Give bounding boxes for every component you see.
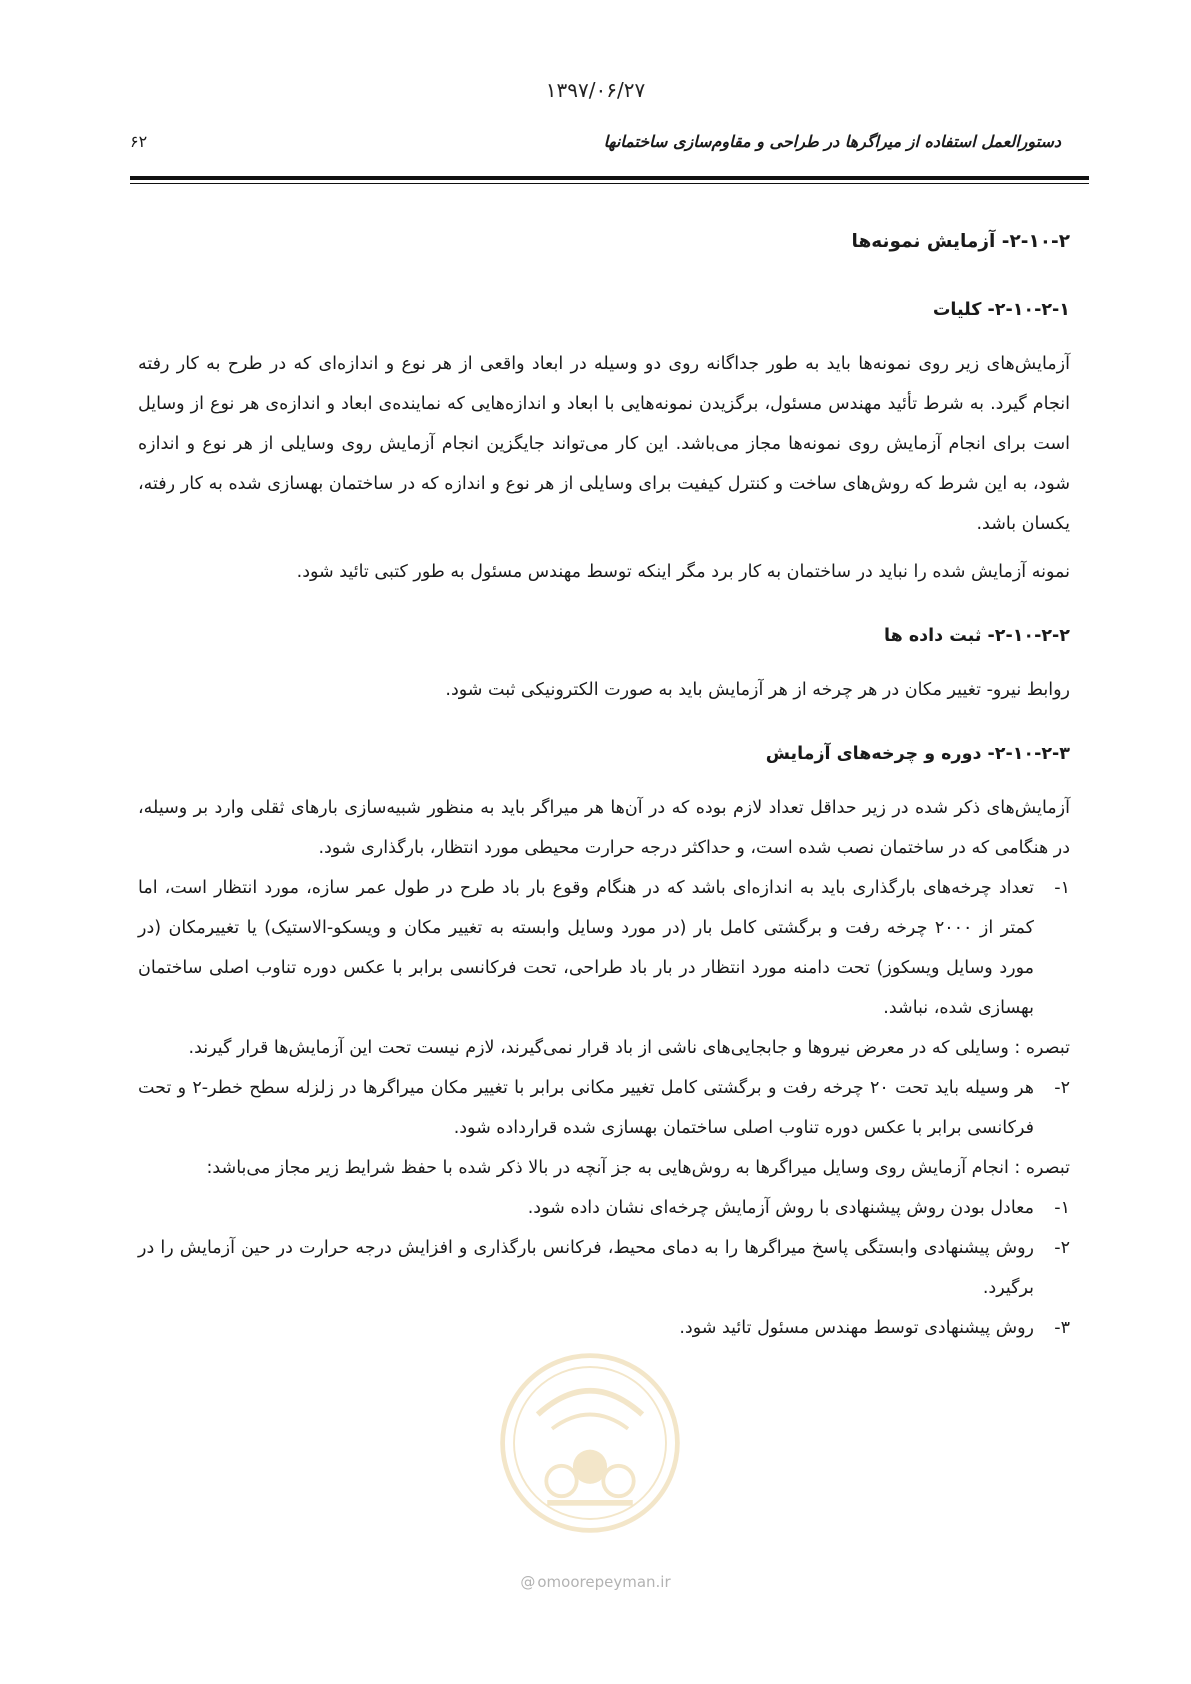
page-number: ۶۲ (130, 132, 148, 151)
section-heading: ۲-۱۰-۲- آزمایش نمونه‌ها (851, 231, 1070, 252)
subsection-heading-general: ۲-۱۰-۲-۱- کلیات (932, 300, 1070, 320)
list-item-text: روش پیشنهادی وابستگی پاسخ میراگرها را به دمای محیط، فرکانس بارگذاری و افزایش درجه حرارت در حین آزمایش را در برگیرد. (138, 1238, 1034, 1298)
test-list-2 (138, 1068, 1070, 1148)
subsection-heading-test-cycles: ۲-۱۰-۲-۳- دوره و چرخه‌های آزمایش (765, 744, 1070, 764)
watermark-seal-logo (495, 1348, 685, 1538)
list-item-text: هر وسیله باید تحت ۲۰ چرخه رفت و برگشتی کامل تغییر مکانی برابر با تغییر مکان میراگرها در زلزله سطح خطر-۲ و تحت فرکانسی برابر با عکس دوره تناوب اصلی ساختمان بهسازی شده قرارداده شود. (138, 1078, 1034, 1138)
list-item (138, 1308, 1070, 1348)
test-list-1 (138, 868, 1070, 1028)
list-item-number: ۲- (1054, 1078, 1070, 1098)
header-rule-thin (130, 183, 1089, 184)
list-item-number: ۱- (1054, 1198, 1070, 1218)
watermark-site: omoorepeyman.ir (537, 1573, 671, 1591)
running-header (130, 132, 1061, 160)
paragraph-data-recording: روابط نیرو- تغییر مکان در هر چرخه از هر آزمایش باید به صورت الکترونیکی ثبت شود. (445, 680, 1070, 700)
list-item-text: روش پیشنهادی توسط مهندس مسئول تائید شود. (679, 1318, 1034, 1338)
document-title: دستورالعمل استفاده از میراگرها در طراحی و مقاوم‌سازی ساختمانها (603, 132, 1061, 151)
main-content (138, 228, 1070, 1348)
list-item-text: تعداد چرخه‌های بارگذاری باید به اندازه‌ای باشد که در هنگام وقوع بار باد طرح در طول عمر سازه، مورد انتظار است، اما کمتر از ۲۰۰۰ چرخه رفت و برگشتی کامل بار (در مورد وسایل وابسته به تغییر مکان و ویسکو-الاستیک) یا تغییرمکان (در مورد وسایل ویسکوز) تحت دامنه مورد انتظار در بار باد طراحی، تحت فرکانسی برابر با عکس دوره تناوب اصلی ساختمان بهسازی شده، نباشد. (138, 878, 1034, 1018)
list-item (138, 868, 1070, 1028)
list-item-text: معادل بودن روش پیشنهادی با روش آزمایش چرخه‌ای نشان داده شود. (527, 1198, 1034, 1218)
header-rule-thick (130, 176, 1089, 180)
paragraph-general-2: نمونه آزمایش شده را نباید در ساختمان به کار برد مگر اینکه توسط مهندس مسئول به طور کتبی تائید شود. (296, 562, 1070, 582)
watermark-site-label (0, 1573, 1191, 1591)
paragraph-test-cycles: آزمایش‌های ذکر شده در زیر حداقل تعداد لازم بوده که در آن‌ها هر میراگر باید به منظور شبیه‌سازی بارهای ثقلی وارد بر وسیله، در هنگامی که در ساختمان نصب شده است، و حداکثر درجه حرارت محیطی مورد انتظار، بارگذاری شود. (138, 798, 1070, 858)
note-2: تبصره : انجام آزمایش روی وسایل میراگرها به روش‌هایی به جز آنچه در بالا ذکر شده با حفظ شرایط زیر مجاز می‌باشد: (206, 1158, 1070, 1178)
list-item-number: ۲- (1054, 1238, 1070, 1258)
list-item-number: ۱- (1054, 878, 1070, 898)
list-item-number: ۳- (1054, 1318, 1070, 1338)
list-item (138, 1188, 1070, 1228)
list-item (138, 1228, 1070, 1308)
conditions-list (138, 1188, 1070, 1348)
date-stamp: ۱۳۹۷/۰۶/۲۷ (545, 78, 646, 102)
at-icon: @ (520, 1573, 536, 1591)
note-1: تبصره : وسایلی که در معرض نیروها و جابجایی‌های ناشی از باد قرار نمی‌گیرند، لازم نیست تحت این آزمایش‌ها قرار گیرند. (188, 1038, 1070, 1058)
subsection-heading-data-recording: ۲-۱۰-۲-۲- ثبت داده ها (884, 626, 1070, 646)
list-item (138, 1068, 1070, 1148)
paragraph-general-1: آزمایش‌های زیر روی نمونه‌ها باید به طور جداگانه روی دو وسیله در ابعاد واقعی از هر نوع و اندازه‌ای که در طرح به کار رفته انجام گیرد. به شرط تأئید مهندس مسئول، برگزیدن نمونه‌هایی با ابعاد و اندازه‌هایی که نماینده‌ی ابعاد و اندازه‌ی هر نوع از وسایل است برای انجام آزمایش روی نمونه‌ها مجاز می‌باشد. این کار می‌تواند جایگزین انجام آزمایش روی وسایلی از هر نوع و اندازه شود، به این شرط که روش‌های ساخت و کنترل کیفیت برای وسایلی از هر نوع و اندازه که در ساختمان بهسازی شده به کار رفته، یکسان باشد. (138, 354, 1070, 534)
